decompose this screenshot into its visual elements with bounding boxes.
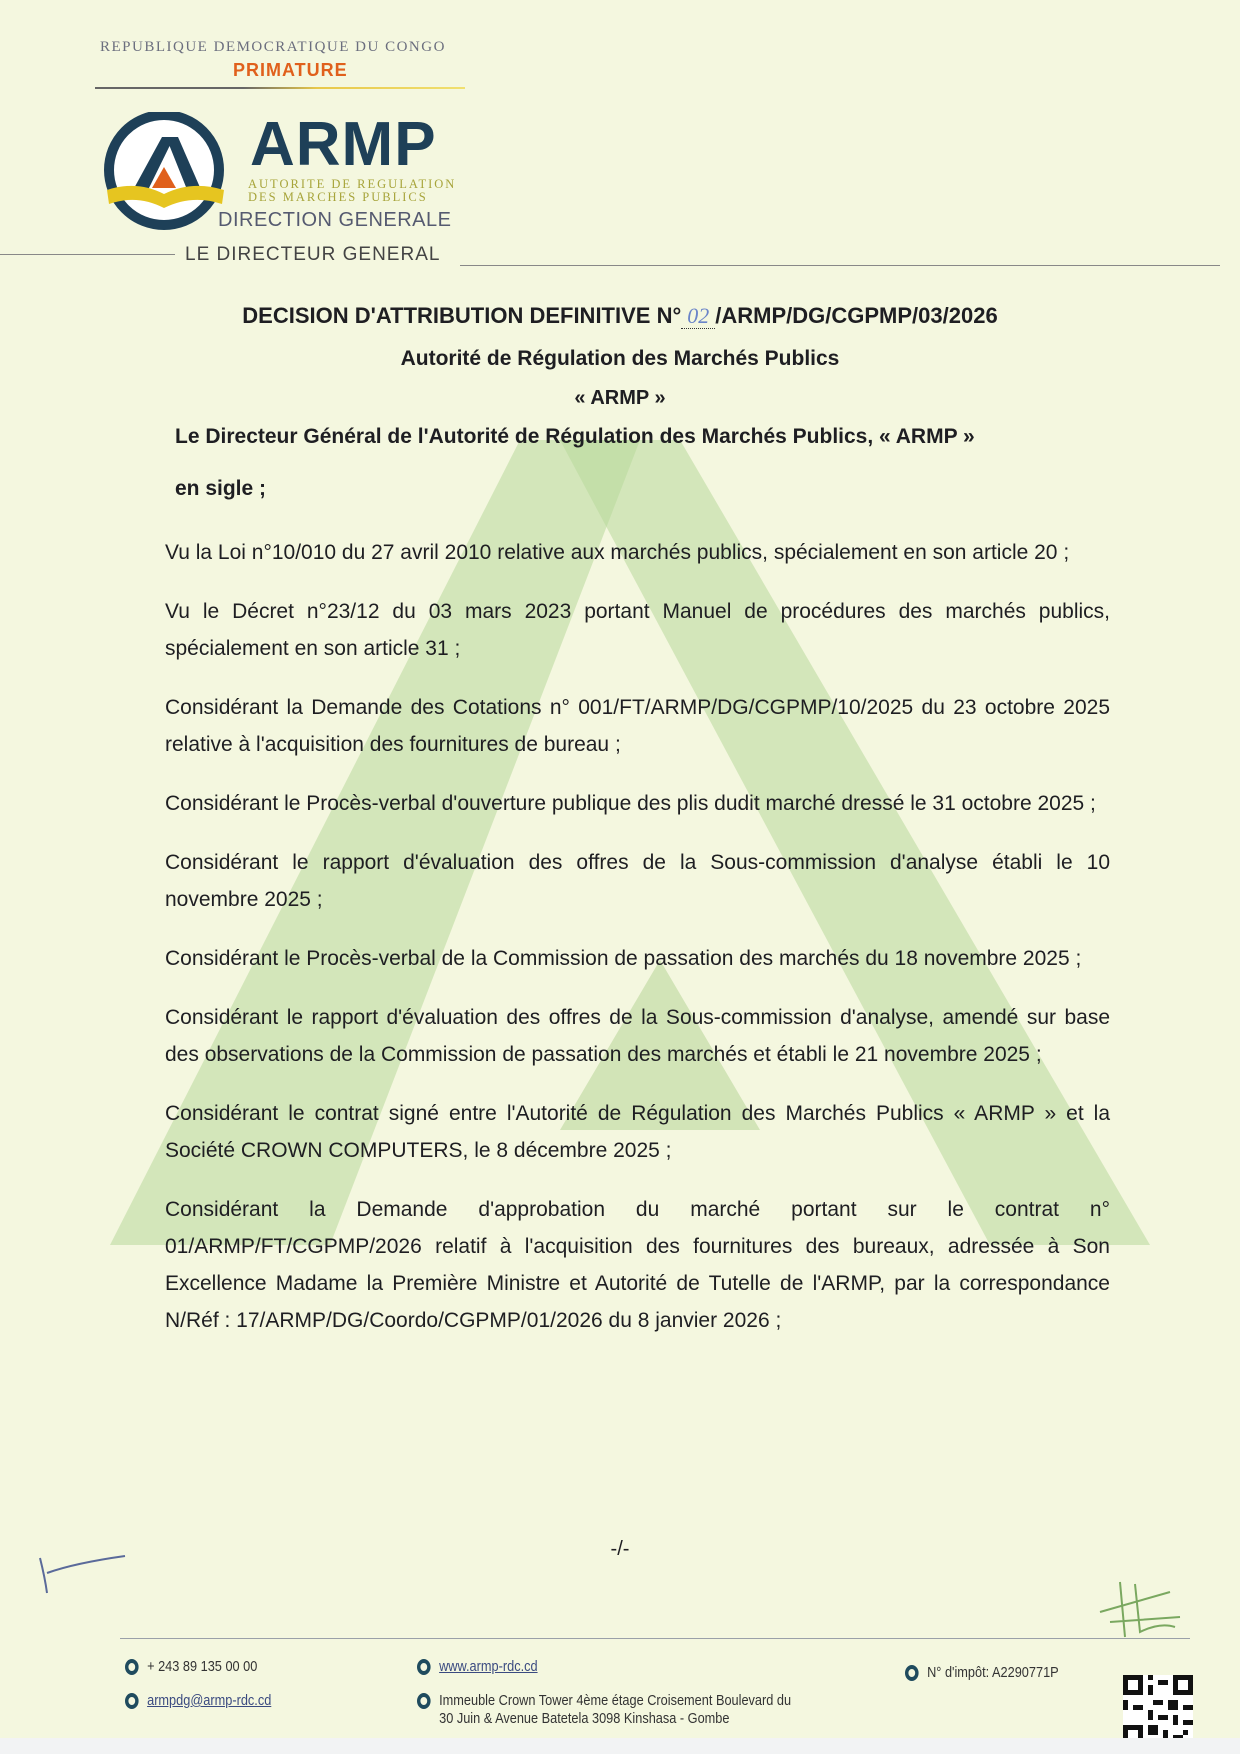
footer-email — [125, 1692, 271, 1710]
decision-number: 02 — [681, 303, 715, 329]
logo-subtitle-line-1: AUTORITE DE REGULATION — [248, 177, 457, 191]
address-line-2: 30 Juin & Avenue Batetela 3098 Kinshasa - Gombe — [439, 1710, 730, 1727]
paragraph: Vu le Décret n°23/12 du 03 mars 2023 portant Manuel de procédures des marchés publics, spécialement en son article 31 ; — [165, 600, 1110, 660]
armp-logo-subtitle — [248, 178, 456, 204]
decision-title — [0, 302, 1240, 330]
tax-icon — [905, 1665, 919, 1681]
paragraph: Considérant le Procès-verbal de la Commission de passation des marchés du 18 novembre 2025 ; — [165, 947, 1082, 970]
paragraph: Considérant le contrat signé entre l'Autorité de Régulation des Marchés Publics « ARMP » et la Société CROWN COMPUTERS, le 8 décembre 2025 ; — [165, 1102, 1110, 1162]
intro-line: Le Directeur Général de l'Autorité de Régulation des Marchés Publics, « ARMP » — [175, 425, 975, 448]
signatory-heading: LE DIRECTEUR GENERAL — [185, 244, 441, 265]
address — [439, 1692, 791, 1728]
paragraph: Considérant la Demande des Cotations n° 001/FT/ARMP/DG/CGPMP/10/2025 du 23 octobre 2025 relative à l'acquisition des fournitures de bureau ; — [165, 696, 1110, 756]
armp-seal-logo — [102, 112, 232, 232]
footer-divider — [120, 1638, 1190, 1639]
page-bottom-margin — [0, 1738, 1240, 1754]
email-icon — [125, 1693, 139, 1709]
armp-logo-text: ARMP — [250, 110, 437, 179]
footer-website — [417, 1658, 538, 1676]
paragraph: Considérant le rapport d'évaluation des offres de la Sous-commission d'analyse établi le 10 novembre 2025 ; — [165, 851, 1110, 911]
header-divider — [95, 87, 465, 89]
divider-right — [460, 265, 1220, 266]
authority-acronym: « ARMP » — [574, 387, 666, 409]
location-icon — [417, 1693, 431, 1709]
office-heading: PRIMATURE — [233, 60, 348, 80]
footer-address — [417, 1692, 791, 1728]
initials-signature-right — [1090, 1572, 1190, 1642]
paragraph: Considérant la Demande d'approbation du marché portant sur le contrat n° 01/ARMP/FT/CGPMP/2026 relatif à l'acquisition des fournitures des bureaux, adressée à Son Excellence Madame la Première Ministre et Autorité de Tutelle de l'ARMP, par la correspondance N/Réf : 17/ARMP/DG/Coordo/CGPMP/01/2026 du 8 janvier 2026 ; — [165, 1198, 1110, 1332]
logo-subtitle-line-2: DES MARCHES PUBLICS — [248, 190, 428, 204]
divider-left — [0, 254, 175, 255]
footer-phone — [125, 1658, 257, 1676]
paragraph: Considérant le rapport d'évaluation des offres de la Sous-commission d'analyse, amendé sur base des observations de la Commission de passation des marchés et établi le 21 novembre 2025 ; — [165, 1006, 1110, 1066]
footer-tax-id — [905, 1664, 1059, 1682]
tax-id: N° d'impôt: A2290771P — [927, 1664, 1059, 1681]
intro-end: en sigle ; — [175, 477, 267, 500]
country-heading: REPUBLIQUE DEMOCRATIQUE DU CONGO — [100, 39, 446, 55]
page-separator: -/- — [610, 1538, 630, 1560]
initials-signature — [35, 1548, 135, 1598]
address-line-1: Immeuble Crown Tower 4ème étage Croisement Boulevard du — [439, 1692, 792, 1709]
title-suffix: /ARMP/DG/CGPMP/03/2026 — [715, 303, 998, 328]
email-link[interactable]: armpdg@armp-rdc.cd — [147, 1692, 272, 1709]
title-prefix: DECISION D'ATTRIBUTION DEFINITIVE N° — [242, 303, 682, 328]
paragraph: Vu la Loi n°10/010 du 27 avril 2010 relative aux marchés publics, spécialement en son article 20 ; — [165, 541, 1070, 564]
paragraph: Considérant le Procès-verbal d'ouverture publique des plis dudit marché dressé le 31 octobre 2025 ; — [165, 792, 1096, 815]
considerations-list — [165, 534, 1110, 1361]
qr-code — [1123, 1675, 1193, 1745]
phone-icon — [125, 1659, 139, 1675]
authority-name: Autorité de Régulation des Marchés Publics — [400, 347, 840, 370]
globe-icon — [417, 1659, 431, 1675]
website-link[interactable]: www.armp-rdc.cd — [439, 1658, 538, 1675]
direction-heading: DIRECTION GENERALE — [218, 209, 452, 231]
phone-number: + 243 89 135 00 00 — [147, 1658, 258, 1675]
